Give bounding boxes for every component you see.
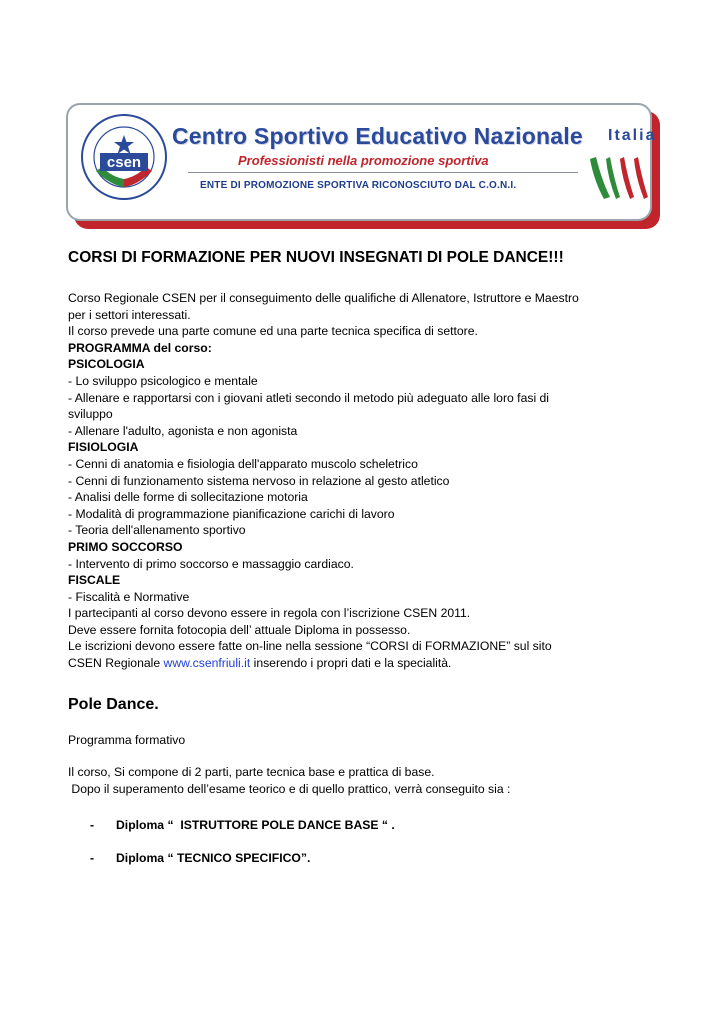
banner-title: Centro Sportivo Educativo Nazionale [172,123,583,149]
csen-header-banner [66,103,656,225]
logo-text: csen [106,154,142,171]
banner-tagline: ENTE DI PROMOZIONE SPORTIVA RICONOSCIUTO DAL C.O.N.I. [200,180,517,191]
document-heading: CORSI DI FORMAZIONE PER NUOVI INSEGNATI DI POLE DANCE!!! [68,249,564,266]
bullet-text: Diploma “ ISTRUTTORE POLE DANCE BASE “ . [116,818,395,833]
list-item: - Modalità di programmazione pianificazione carichi di lavoro [68,506,395,521]
list-item: - Allenare e rapportarsi con i giovani atleti secondo il metodo più adeguato alle loro fasi di [68,390,550,405]
intro-line: per i settori interessati. [68,307,191,322]
banner-box [66,103,657,221]
list-item: sviluppo [68,407,113,422]
list-item: - Allenare l'adulto, agonista e non agonista [68,423,298,438]
csen-friuli-link[interactable]: www.csenfriuli.it [163,656,251,671]
note-text: inserendo i propri dati e la specialità. [250,656,452,671]
diploma-bullet [68,817,658,834]
italian-flag-icon [588,151,650,201]
list-item: - Analisi delle forme di sollecitazione motoria [68,490,308,505]
intro-line: Il corso prevede una parte comune ed una parte tecnica specifica di settore. [68,324,478,339]
programma-heading: PROGRAMMA del corso: [68,340,212,355]
banner-country: Italia [608,127,657,144]
bullet-text: Diploma “ TECNICO SPECIFICO”. [116,851,311,866]
bullet-dash: - [90,818,95,833]
csen-logo [80,113,168,201]
list-item: - Teoria dell'allenamento sportivo [68,523,246,538]
note-line: Deve essere fornita fotocopia dell’ attuale Diploma in possesso. [68,622,411,637]
section-fiscale: FISCALE [68,573,121,588]
note-text: CSEN Regionale [68,656,164,671]
section-fisiologia: FISIOLOGIA [68,440,139,455]
note-line [68,655,658,672]
banner-subtitle: Professionisti nella promozione sportiva [238,153,489,168]
section-primo-soccorso: PRIMO SOCCORSO [68,539,183,554]
list-item: - Cenni di funzionamento sistema nervoso in relazione al gesto atletico [68,473,450,488]
list-item: - Cenni di anatomia e fisiologia dell'apparato muscolo scheletrico [68,456,418,471]
course-description [68,290,658,672]
section-psicologia: PSICOLOGIA [68,357,145,372]
list-item: - Fiscalità e Normative [68,589,190,604]
note-line: I partecipanti al corso devono essere in regola con l’iscrizione CSEN 2011. [68,606,471,621]
document-body [68,248,658,867]
programma-formativo: Programma formativo [68,732,186,747]
bullet-dash: - [90,851,95,866]
corso-line: Dopo il superamento dell’esame teorico e di quello prattico, verrà conseguito sia : [68,781,511,796]
note-line: Le iscrizioni devono essere fatte on-line nella sessione “CORSI di FORMAZIONE” sul sito [68,639,552,654]
diploma-bullet [68,850,658,867]
intro-line: Corso Regionale CSEN per il conseguimento delle qualifiche di Allenatore, Istruttore e Maestro [68,291,579,305]
corso-line: Il corso, Si compone di 2 parti, parte tecnica base e prattica di base. [68,765,435,780]
list-item: - Lo sviluppo psicologico e mentale [68,373,258,388]
pole-dance-title: Pole Dance. [68,695,159,713]
list-item: - Intervento di primo soccorso e massaggio cardiaco. [68,556,354,571]
banner-divider [188,172,578,173]
